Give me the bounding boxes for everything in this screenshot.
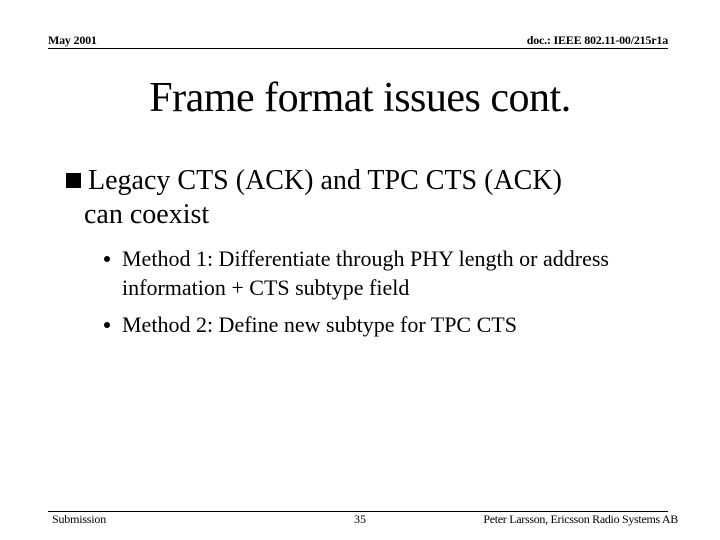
sub-bullet-1: [104, 244, 684, 302]
header-divider: [48, 48, 668, 49]
main-bullet: [66, 164, 666, 232]
main-bullet-text: [66, 164, 666, 232]
footer-author: Peter Larsson, Ericsson Radio Systems AB: [483, 512, 678, 526]
slide-title: Frame format issues cont.: [149, 75, 571, 121]
sub-bullet-list: [104, 244, 684, 347]
main-bullet-line1: Legacy CTS (ACK) and TPC CTS (ACK): [88, 165, 562, 196]
header-doc-id: doc.: IEEE 802.11-00/215r1a: [526, 33, 668, 47]
sub-bullet-1-line1: Method 1: Differentiate through PHY length or address: [122, 246, 609, 271]
footer-page-number: 35: [354, 512, 366, 526]
main-bullet-line2: can coexist: [84, 199, 210, 230]
square-bullet-icon: [66, 173, 81, 188]
header-date: May 2001: [48, 33, 97, 47]
round-bullet-icon: [104, 322, 110, 328]
round-bullet-icon: [104, 256, 110, 262]
sub-bullet-2: [104, 310, 684, 339]
footer-submission: Submission: [52, 512, 107, 526]
sub-bullet-1-line2: information + CTS subtype field: [122, 275, 410, 300]
sub-bullet-2-line1: Method 2: Define new subtype for TPC CTS: [122, 312, 517, 337]
